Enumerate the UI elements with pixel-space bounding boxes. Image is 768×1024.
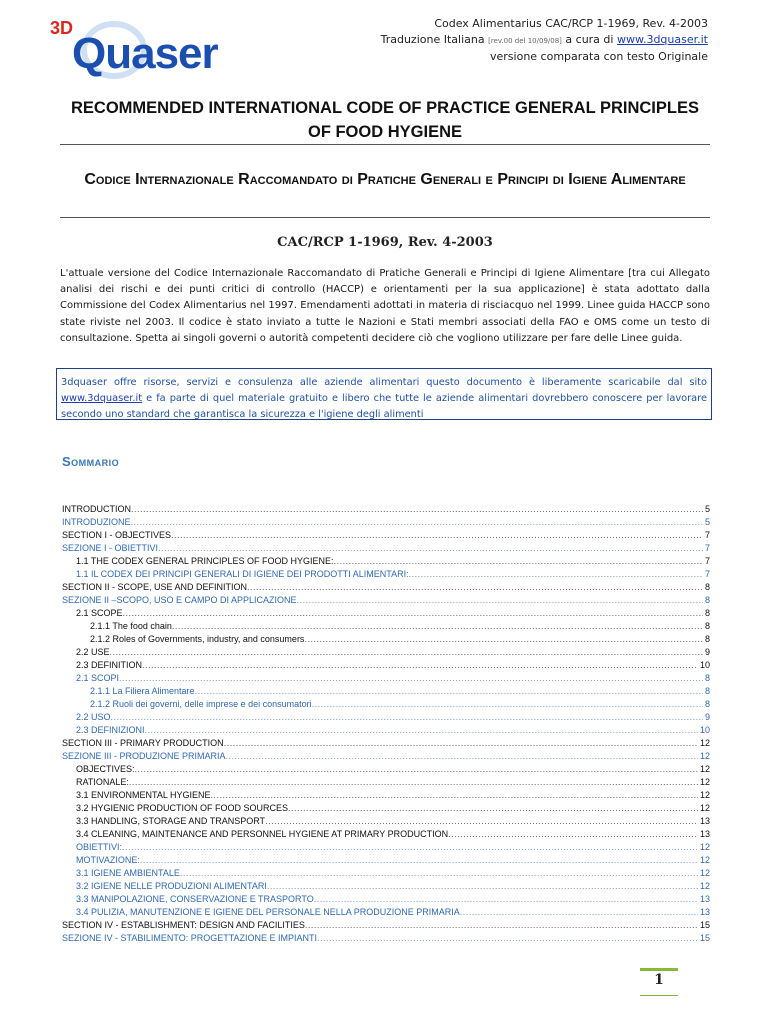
toc-entry[interactable] (62, 672, 710, 685)
toc-entry-label: 2.2 USO (76, 712, 111, 722)
page-number-bar (640, 968, 678, 971)
toc-entry-label: SEZIONE I - OBIETTIVI (62, 543, 159, 553)
title-divider-2 (60, 217, 710, 218)
toc-entry-page: 7 (704, 556, 710, 566)
quaser-logo (48, 12, 228, 82)
toc-dot-leader (131, 503, 703, 516)
toc-entry-page: 7 (704, 569, 710, 579)
header-website-link[interactable]: www.3dquaser.it (616, 33, 708, 46)
toc-entry-label: 3.2 IGIENE NELLE PRODUZIONI ALIMENTARI (76, 881, 267, 891)
toc-dot-leader (409, 568, 703, 581)
toc-dot-leader (305, 919, 698, 932)
toc-entry-page: 12 (699, 803, 710, 813)
toc-dot-leader (317, 932, 698, 945)
toc-dot-leader (448, 828, 698, 841)
toc-entry-label: 3.4 CLEANING, MAINTENANCE AND PERSONNEL HYGIENE AT PRIMARY PRODUCTION (76, 829, 449, 839)
toc-entry[interactable] (62, 568, 710, 581)
toc-entry-page: 13 (699, 894, 710, 904)
toc-entry-page: 15 (699, 920, 710, 930)
toc-entry-label: 2.3 DEFINITION (76, 660, 143, 670)
toc-entry-page: 7 (704, 543, 710, 553)
title-divider (60, 144, 710, 145)
toc-entry[interactable] (62, 802, 710, 815)
logo-prefix: 3D (50, 18, 74, 38)
toc-dot-leader (119, 672, 703, 685)
toc-entry-label: 2.1.1 The food chain (90, 621, 172, 631)
toc-entry[interactable] (62, 763, 710, 776)
toc-entry[interactable] (62, 919, 710, 932)
intro-paragraph: L'attuale versione del Codice Internazionale Raccomandato di Pratiche Generali e Principi di Igiene Alimentare [tra cui Allegato analisi dei rischi e dei punti critici di controllo (HACCP) e orientamenti per la sua applicazione] è stata adottato dalla Commissione del Codex Alimentarius nel 1997. Emendamenti adottati in materia di risciacquo nel 1999. Linee guida HACCP sono state riviste nel 2003. Il codice è stato inviato a tutte le Nazioni e Stati membri associati della FAO e OMS come un testo di consultazione. Spetta ai singoli governi o autorità competenti decidere ciò che vogliono utilizzare per fare delle Linee guida. (60, 268, 710, 344)
toc-entry-page: 12 (699, 868, 710, 878)
toc-entry-label: INTRODUZIONE (62, 517, 131, 527)
toc-dot-leader (195, 685, 703, 698)
document-code: CAC/RCP 1-1969, Rev. 4-2003 (277, 235, 493, 250)
header-revision: [rev.00 del 10/09/08] (488, 37, 562, 45)
toc-entry-page: 8 (704, 686, 710, 696)
toc-entry[interactable] (62, 789, 710, 802)
toc-dot-leader (211, 789, 698, 802)
toc-dot-leader (111, 711, 703, 724)
toc-dot-leader (265, 815, 698, 828)
toc-entry[interactable] (62, 867, 710, 880)
notice-text-2: e fa parte di quel materiale gratuito e libero che tutte le aziende alimentari dovrebbero conoscere per lavorare secondo uno standard che garantisca la sicurezza e l'igiene degli alimenti (61, 393, 707, 420)
logo-name: Quaser (72, 29, 218, 78)
notice-website-link[interactable]: www.3dquaser.it (61, 393, 143, 404)
toc-dot-leader (131, 516, 703, 529)
header-line-2 (381, 32, 708, 49)
toc-entry-page: 10 (699, 725, 710, 735)
toc-entry-page: 5 (704, 517, 710, 527)
page-number: 1 (654, 972, 664, 988)
toc-entry-label: SECTION III - PRIMARY PRODUCTION (62, 738, 224, 748)
toc-entry[interactable] (62, 620, 710, 633)
toc-entry[interactable] (62, 542, 710, 555)
toc-dot-leader (142, 659, 698, 672)
toc-entry[interactable] (62, 854, 710, 867)
toc-entry[interactable] (62, 932, 710, 945)
header-translation-label: Traduzione Italiana (380, 33, 485, 46)
toc-entry[interactable] (62, 698, 710, 711)
title-english: RECOMMENDED INTERNATIONAL CODE OF PRACTICE GENERAL PRINCIPLES OF FOOD HYGIENE (71, 99, 699, 141)
toc-dot-leader (140, 854, 698, 867)
toc-entry-page: 5 (704, 504, 710, 514)
toc-entry-label: SECTION I - OBJECTIVES (62, 530, 172, 540)
toc-entry[interactable] (62, 516, 710, 529)
toc-entry-page: 7 (704, 530, 710, 540)
toc-entry-page: 8 (704, 582, 710, 592)
toc-entry[interactable] (62, 555, 710, 568)
toc-dot-leader (145, 724, 698, 737)
toc-entry-page: 13 (699, 829, 710, 839)
toc-entry[interactable] (62, 503, 710, 516)
toc-entry-label: INTRODUCTION (62, 504, 131, 514)
toc-entry-label: 2.1.2 Roles of Governments, industry, and consumers (90, 634, 305, 644)
toc-entry[interactable] (62, 646, 710, 659)
toc-entry[interactable] (62, 815, 710, 828)
toc-entry[interactable] (62, 529, 710, 542)
toc-entry-page: 12 (699, 764, 710, 774)
toc-heading: Sommario (62, 454, 120, 469)
toc-entry[interactable] (62, 750, 710, 763)
toc-entry[interactable] (62, 906, 710, 919)
toc-entry[interactable] (62, 607, 710, 620)
toc-dot-leader (158, 542, 703, 555)
toc-entry-page: 13 (699, 907, 710, 917)
toc-entry[interactable] (62, 685, 710, 698)
toc-entry-page: 8 (704, 634, 710, 644)
toc-entry-page: 8 (704, 608, 710, 618)
toc-entry-page: 9 (704, 712, 710, 722)
toc-dot-leader (334, 555, 703, 568)
toc-dot-leader (247, 581, 703, 594)
toc-dot-leader (122, 841, 698, 854)
toc-entry[interactable] (62, 737, 710, 750)
toc-dot-leader (314, 893, 698, 906)
toc-entry-label: SECTION II - SCOPE, USE AND DEFINITION (62, 582, 248, 592)
toc-entry-label: 2.1.2 Ruoli dei governi, delle imprese e dei consumatori (90, 699, 312, 709)
header-line-3: versione comparata con testo Originale (490, 50, 708, 63)
toc-dot-leader (304, 633, 703, 646)
toc-entry-label: 2.3 DEFINIZIONI (76, 725, 145, 735)
toc-dot-leader (297, 594, 703, 607)
toc-dot-leader (226, 750, 698, 763)
toc-dot-leader (288, 802, 698, 815)
toc-dot-leader (267, 880, 698, 893)
document-header (381, 16, 708, 65)
toc-entry-label: 1.1 THE CODEX GENERAL PRINCIPLES OF FOOD HYGIENE: (76, 556, 334, 566)
toc-entry[interactable] (62, 828, 710, 841)
toc-entry-page: 8 (704, 621, 710, 631)
notice-text-1: 3dquaser offre risorse, servizi e consulenza alle aziende alimentari questo documento è liberamente scaricabile dal sito (61, 377, 707, 388)
toc-entry[interactable] (62, 724, 710, 737)
toc-entry-label: 2.1 SCOPE (76, 608, 123, 618)
toc-entry-page: 12 (699, 881, 710, 891)
toc-entry-label: OBJECTIVES: (76, 764, 135, 774)
toc-entry-label: SEZIONE II –SCOPO, USO E CAMPO DI APPLICAZIONE (62, 595, 297, 605)
toc-dot-leader (172, 620, 703, 633)
toc-dot-leader (224, 737, 698, 750)
toc-entry-label: 2.2 USE (76, 647, 110, 657)
toc-entry-page: 8 (704, 699, 710, 709)
toc-entry-label: SEZIONE IV - STABILIMENTO: PROGETTAZIONE E IMPIANTI (62, 933, 318, 943)
toc-dot-leader (129, 776, 698, 789)
table-of-contents (62, 503, 710, 945)
header-by-label: a cura di (565, 33, 614, 46)
toc-entry-page: 12 (699, 738, 710, 748)
toc-entry-page: 12 (699, 842, 710, 852)
toc-entry-label: 3.1 ENVIRONMENTAL HYGIENE (76, 790, 211, 800)
toc-entry-label: RATIONALE: (76, 777, 129, 787)
title-italian: Codice Internazionale Raccomandato di Pratiche Generali e Principi di Igiene Alimentare (84, 171, 686, 188)
toc-entry-label: 2.1 SCOPI (76, 673, 120, 683)
toc-dot-leader (460, 906, 698, 919)
toc-dot-leader (312, 698, 703, 711)
toc-entry-label: 3.2 HYGIENIC PRODUCTION OF FOOD SOURCES (76, 803, 289, 813)
toc-entry-page: 12 (699, 751, 710, 761)
toc-entry-label: SECTION IV - ESTABLISHMENT: DESIGN AND FACILITIES (62, 920, 305, 930)
toc-entry[interactable] (62, 659, 710, 672)
toc-entry-page: 10 (699, 660, 710, 670)
header-line-1: Codex Alimentarius CAC/RCP 1-1969, Rev. 4-2003 (434, 17, 708, 30)
toc-entry-page: 9 (704, 647, 710, 657)
toc-entry-label: 3.3 MANIPOLAZIONE, CONSERVAZIONE E TRASPORTO (76, 894, 314, 904)
toc-entry-label: 3.4 PULIZIA, MANUTENZIONE E IGIENE DEL PERSONALE NELLA PRODUZIONE PRIMARIA (76, 907, 460, 917)
toc-entry-page: 8 (704, 673, 710, 683)
toc-dot-leader (135, 763, 698, 776)
toc-dot-leader (171, 529, 703, 542)
toc-entry[interactable] (62, 711, 710, 724)
toc-entry[interactable] (62, 880, 710, 893)
toc-entry-label: 2.1.1 La Filiera Alimentare (90, 686, 195, 696)
toc-entry-page: 8 (704, 595, 710, 605)
toc-entry-label: 1.1 IL CODEX DEI PRINCIPI GENERALI DI IGIENE DEI PRODOTTI ALIMENTARI: (76, 569, 409, 579)
toc-entry-page: 12 (699, 777, 710, 787)
toc-dot-leader (123, 607, 703, 620)
toc-entry-page: 12 (699, 855, 710, 865)
toc-entry[interactable] (62, 633, 710, 646)
toc-entry-label: 3.1 IGIENE AMBIENTALE (76, 868, 180, 878)
toc-dot-leader (180, 867, 698, 880)
toc-entry[interactable] (62, 581, 710, 594)
toc-entry-label: MOTIVAZIONE: (76, 855, 140, 865)
toc-entry-page: 13 (699, 816, 710, 826)
toc-entry[interactable] (62, 841, 710, 854)
toc-entry[interactable] (62, 893, 710, 906)
page-number-underline (640, 995, 678, 996)
toc-entry-page: 15 (699, 933, 710, 943)
toc-entry-page: 12 (699, 790, 710, 800)
toc-dot-leader (110, 646, 703, 659)
toc-entry[interactable] (62, 594, 710, 607)
toc-entry-label: OBIETTIVI: (76, 842, 123, 852)
toc-entry-label: 3.3 HANDLING, STORAGE AND TRANSPORT (76, 816, 266, 826)
notice-box (56, 368, 712, 420)
toc-entry[interactable] (62, 776, 710, 789)
toc-entry-label: SEZIONE III - PRODUZIONE PRIMARIA (62, 751, 226, 761)
